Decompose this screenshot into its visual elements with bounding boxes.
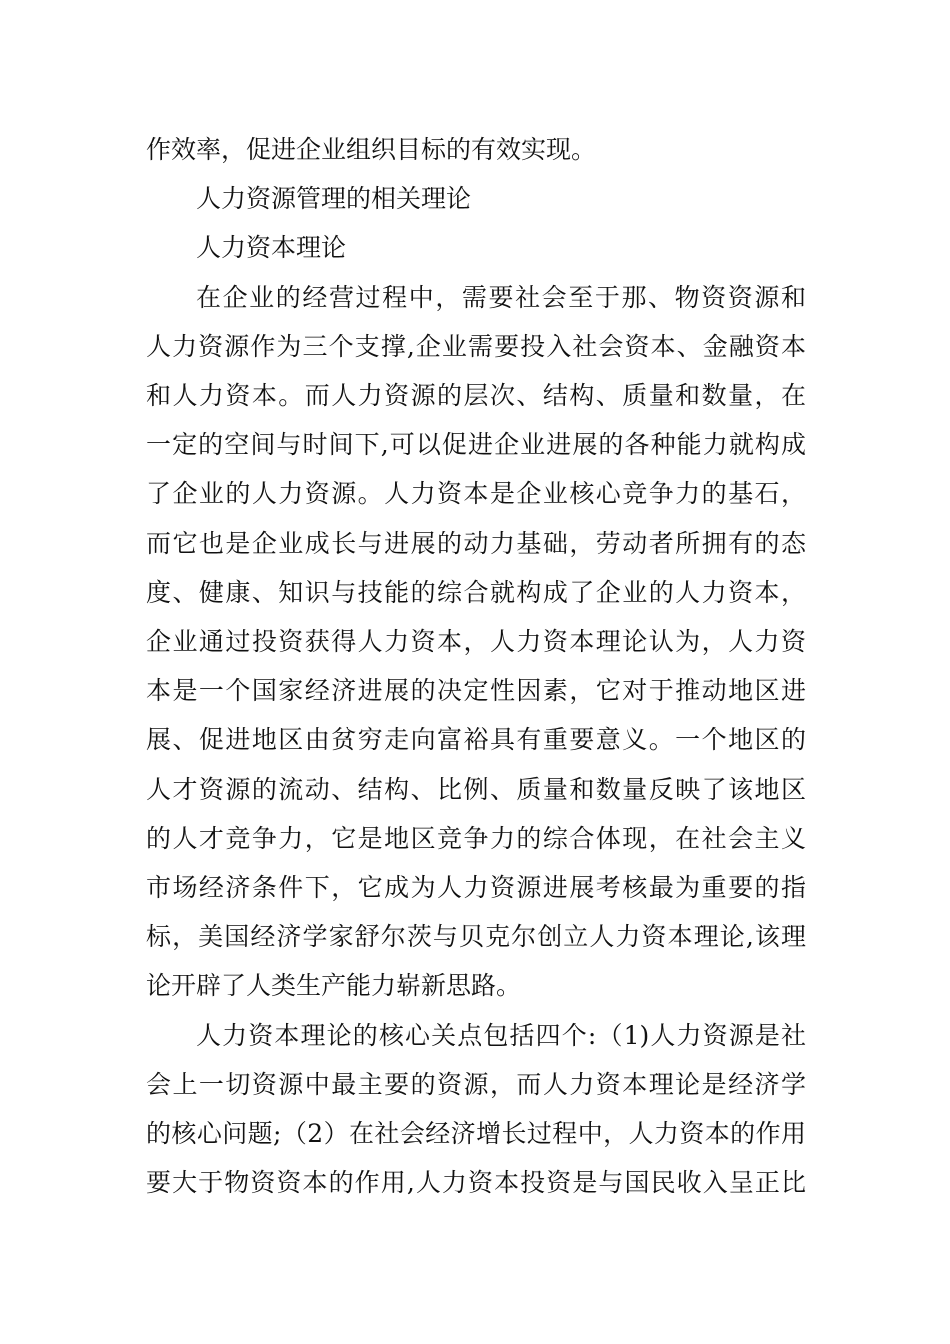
paragraph-line: 要大于物资资本的作用,人力资本投资是与国民收入呈正比 xyxy=(146,1168,806,1197)
paragraph-line: 论开辟了人类生产能力崭新思路。 xyxy=(146,971,522,1000)
paragraph-line: 了企业的人力资源。人力资本是企业核心竞争力的基石， xyxy=(146,479,806,508)
paragraph-line: 标，美国经济学家舒尔茨与贝克尔创立人力资本理论,该理 xyxy=(146,922,806,951)
paragraph-line: 人力资本理论的核心关点包括四个:（1)人力资源是社 xyxy=(196,1021,806,1050)
paragraph-line: 作效率，促进企业组织目标的有效实现。 xyxy=(146,135,597,164)
paragraph-line: 度、健康、知识与技能的综合就构成了企业的人力资本， xyxy=(146,578,806,607)
paragraph-line: 在企业的经营过程中，需要社会至于那、物资资源和 xyxy=(196,283,806,312)
paragraph-line: 本是一个国家经济进展的决定性因素，它对于推动地区进 xyxy=(146,676,806,705)
paragraph-line: 而它也是企业成长与进展的动力基础，劳动者所拥有的态 xyxy=(146,529,806,558)
paragraph-line: 市场经济条件下，它成为人力资源进展考核最为重要的指 xyxy=(146,873,806,902)
paragraph-line: 人力资源作为三个支撑,企业需要投入社会资本、金融资本 xyxy=(146,332,806,361)
paragraph-line: 的人才竞争力，它是地区竞争力的综合体现，在社会主义 xyxy=(146,824,806,853)
paragraph-line: 人才资源的流动、结构、比例、质量和数量反映了该地区 xyxy=(146,775,806,804)
paragraph-line: 和人力资本。而人力资源的层次、结构、质量和数量，在 xyxy=(146,381,806,410)
paragraph-line: 的核心问题;（2）在社会经济增长过程中，人力资本的作用 xyxy=(146,1119,806,1148)
paragraph-line: 一定的空间与时间下,可以促进企业进展的各种能力就构成 xyxy=(146,430,806,459)
paragraph-line: 企业通过投资获得人力资本，人力资本理论认为，人力资 xyxy=(146,627,806,656)
paragraph-line: 会上一切资源中最主要的资源，而人力资本理论是经济学 xyxy=(146,1070,806,1099)
paragraph-line: 人力资本理论 xyxy=(196,233,347,262)
paragraph-line: 展、促进地区由贫穷走向富裕具有重要意义。一个地区的 xyxy=(146,725,806,754)
paragraph-line: 人力资源管理的相关理论 xyxy=(196,184,472,213)
